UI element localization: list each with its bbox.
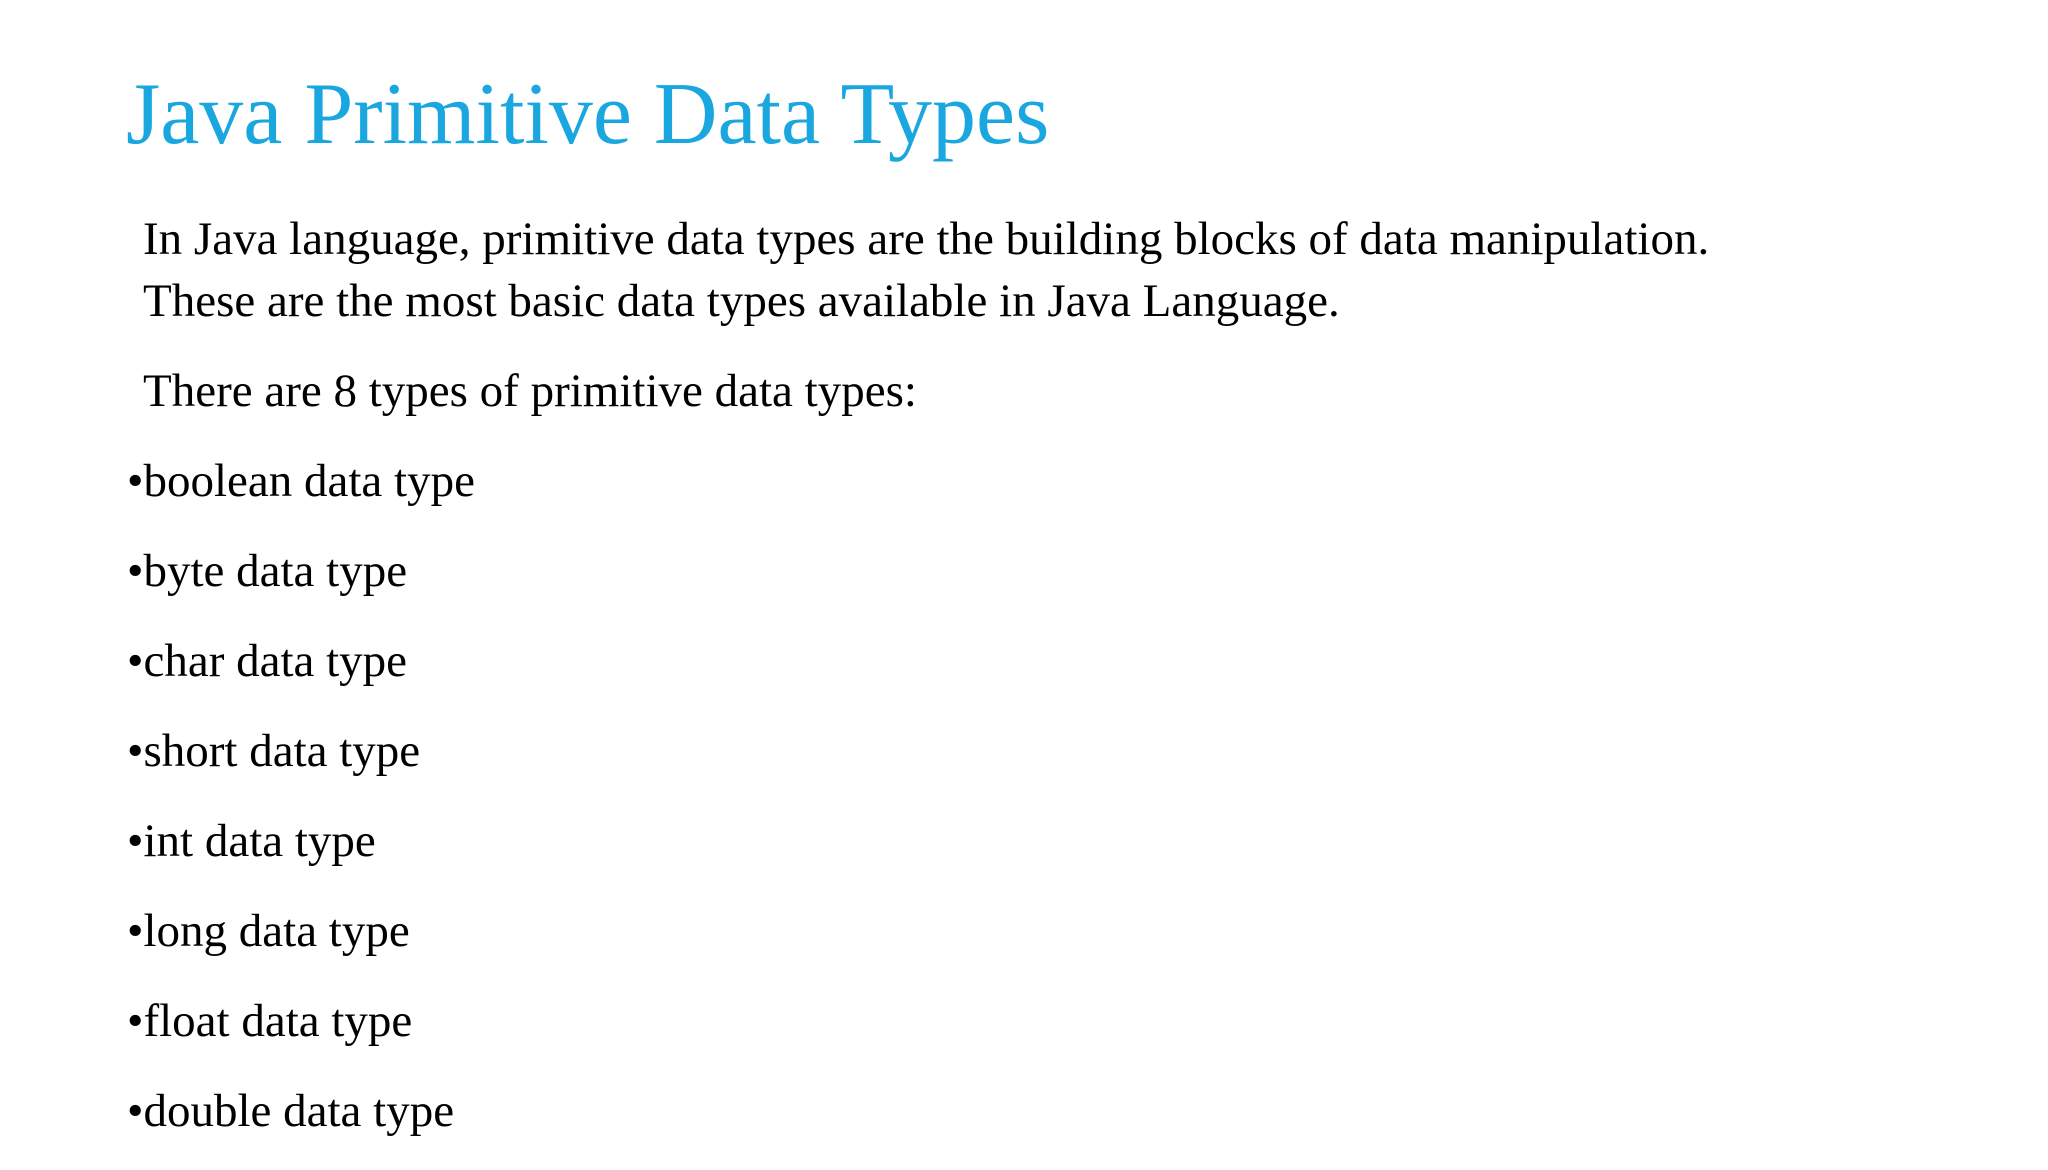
bullet-icon: •: [127, 815, 144, 867]
list-item-label: boolean data type: [143, 455, 475, 507]
primitive-types-list: [127, 450, 475, 1170]
bullet-icon: •: [127, 725, 144, 777]
list-item: [127, 720, 475, 810]
list-item-label: long data type: [143, 905, 410, 957]
types-count-line: There are 8 types of primitive data types:: [143, 365, 917, 417]
bullet-icon: •: [127, 995, 144, 1047]
list-item-label: int data type: [143, 815, 376, 867]
intro-paragraph: [143, 208, 1709, 332]
bullet-icon: •: [127, 455, 144, 507]
list-item: [127, 540, 475, 630]
bullet-icon: •: [127, 635, 144, 687]
list-item-label: char data type: [143, 635, 408, 687]
list-item: [127, 990, 475, 1080]
list-item-label: double data type: [143, 1085, 455, 1137]
list-item-label: float data type: [143, 995, 413, 1047]
list-item: [127, 810, 475, 900]
list-item: [127, 1080, 475, 1170]
list-item-label: byte data type: [143, 545, 408, 597]
list-item-label: short data type: [143, 725, 421, 777]
intro-line: These are the most basic data types available in Java Language.: [143, 275, 1340, 327]
intro-line: In Java language, primitive data types are the building blocks of data manipulation.: [143, 213, 1710, 265]
list-item: [127, 450, 475, 540]
bullet-icon: •: [127, 1085, 144, 1137]
bullet-icon: •: [127, 905, 144, 957]
list-item: [127, 630, 475, 720]
list-item: [127, 900, 475, 990]
slide-title: Java Primitive Data Types: [126, 66, 1050, 163]
bullet-icon: •: [127, 545, 144, 597]
